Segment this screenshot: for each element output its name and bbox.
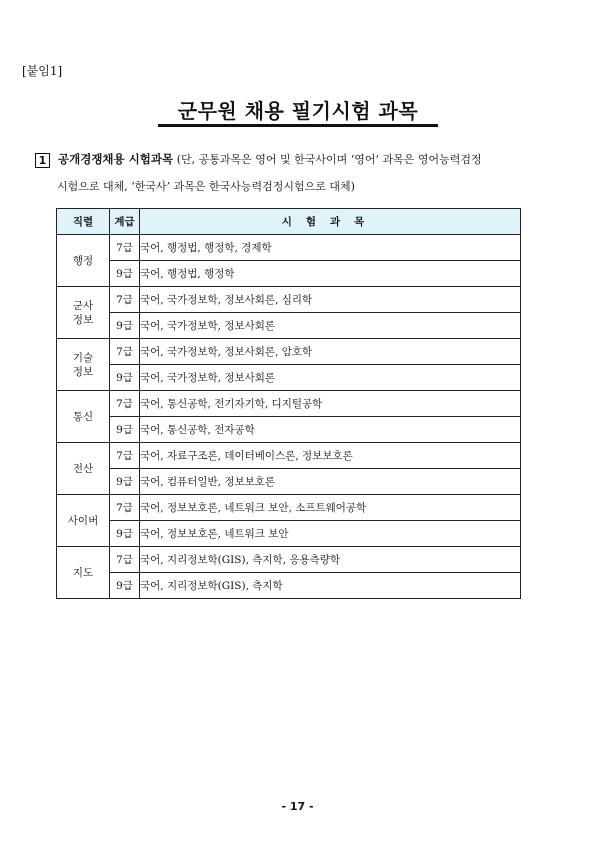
grade-cell: 7급 [110, 547, 140, 573]
section-heading: 공개경쟁채용 시험과목 [58, 152, 174, 166]
table-body [57, 235, 521, 599]
job-cell: 군사 정보 [57, 287, 110, 339]
section-note-line2: 시험으로 대체, ‘한국사’ 과목은 한국사능력검정시험으로 대체) [57, 180, 355, 193]
table-row [57, 469, 521, 495]
subjects-cell: 국어, 정보보호론, 네트워크 보안 [140, 521, 521, 547]
header-job: 직렬 [57, 209, 110, 235]
grade-cell: 7급 [110, 287, 140, 313]
table-row [57, 443, 521, 469]
grade-cell: 9급 [110, 521, 140, 547]
grade-cell: 9급 [110, 365, 140, 391]
section-intro [35, 146, 575, 200]
table-row [57, 547, 521, 573]
job-cell: 통신 [57, 391, 110, 443]
table-row [57, 391, 521, 417]
table-header-row [57, 209, 521, 235]
table-row [57, 261, 521, 287]
subjects-cell: 국어, 통신공학, 전자공학 [140, 417, 521, 443]
subjects-cell: 국어, 통신공학, 전기자기학, 디지털공학 [140, 391, 521, 417]
grade-cell: 9급 [110, 417, 140, 443]
subjects-cell: 국어, 지리정보학(GIS), 측지학 [140, 573, 521, 599]
title-underline [158, 124, 438, 127]
grade-cell: 7급 [110, 391, 140, 417]
table-row [57, 365, 521, 391]
subjects-cell: 국어, 지리정보학(GIS), 측지학, 응용측량학 [140, 547, 521, 573]
subjects-cell: 국어, 행정법, 행정학, 경제학 [140, 235, 521, 261]
section-note-line1: (단, 공통과목은 영어 및 한국사이며 ‘영어’ 과목은 영어능력검정 [176, 153, 482, 166]
subjects-cell: 국어, 행정법, 행정학 [140, 261, 521, 287]
page-title: 군무원 채용 필기시험 과목 [177, 99, 419, 123]
table-row [57, 417, 521, 443]
table-row [57, 313, 521, 339]
grade-cell: 9급 [110, 313, 140, 339]
header-subjects: 시험과목 [140, 209, 521, 235]
table-row [57, 339, 521, 365]
job-cell: 행정 [57, 235, 110, 287]
subjects-cell: 국어, 컴퓨터일반, 정보보호론 [140, 469, 521, 495]
attachment-label: [붙임1] [22, 64, 63, 78]
job-cell: 기술 정보 [57, 339, 110, 391]
title-block [158, 95, 438, 127]
grade-cell: 7급 [110, 443, 140, 469]
table-row [57, 235, 521, 261]
grade-cell: 9급 [110, 469, 140, 495]
table-row [57, 495, 521, 521]
subjects-cell: 국어, 국가정보학, 정보사회론 [140, 365, 521, 391]
job-cell: 전산 [57, 443, 110, 495]
page-number: - 17 - [281, 800, 314, 813]
subjects-cell: 국어, 자료구조론, 데이터베이스론, 정보보호론 [140, 443, 521, 469]
section-number-box: 1 [35, 153, 50, 168]
grade-cell: 9급 [110, 261, 140, 287]
subjects-cell: 국어, 국가정보학, 정보사회론, 심리학 [140, 287, 521, 313]
grade-cell: 7급 [110, 235, 140, 261]
table-row [57, 573, 521, 599]
grade-cell: 9급 [110, 573, 140, 599]
subjects-cell: 국어, 정보보호론, 네트워크 보안, 소프트웨어공학 [140, 495, 521, 521]
header-grade: 계급 [110, 209, 140, 235]
subjects-cell: 국어, 국가정보학, 정보사회론, 암호학 [140, 339, 521, 365]
subjects-cell: 국어, 국가정보학, 정보사회론 [140, 313, 521, 339]
table-row [57, 287, 521, 313]
grade-cell: 7급 [110, 339, 140, 365]
exam-subjects-table [56, 208, 521, 599]
grade-cell: 7급 [110, 495, 140, 521]
table-row [57, 521, 521, 547]
job-cell: 사이버 [57, 495, 110, 547]
job-cell: 지도 [57, 547, 110, 599]
